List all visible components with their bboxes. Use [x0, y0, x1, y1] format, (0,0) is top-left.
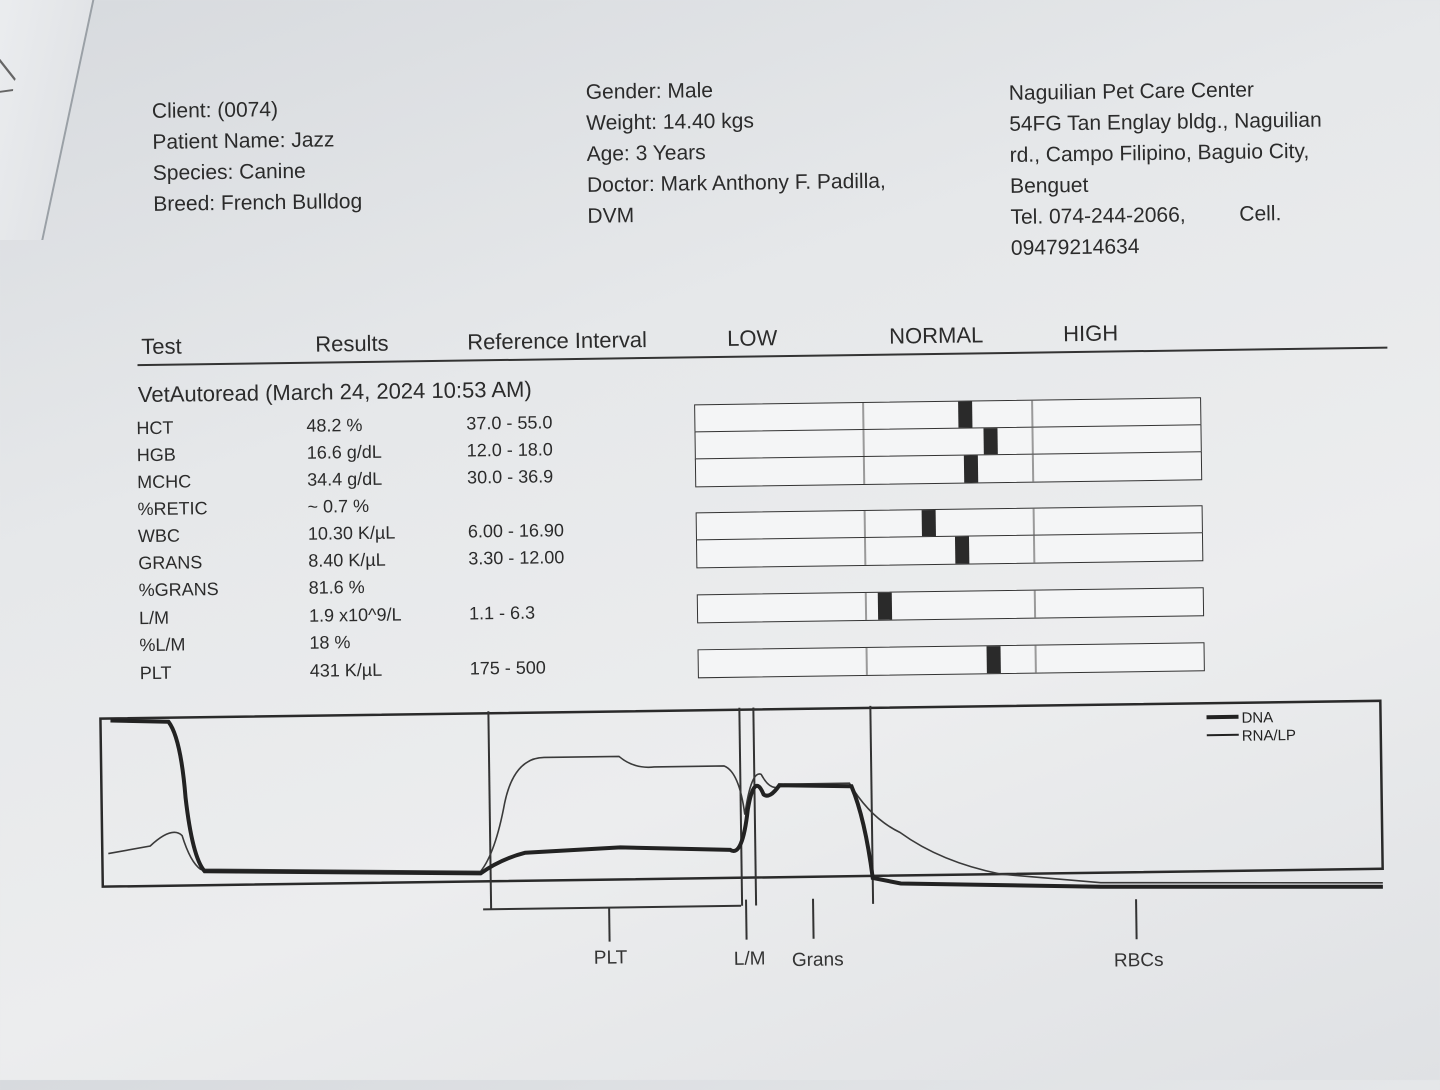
- breed: Breed: French Bulldog: [153, 186, 362, 220]
- range-divider: [1032, 455, 1034, 482]
- header-low: LOW: [727, 325, 777, 352]
- tick-lm: [746, 900, 747, 940]
- region-rbcs: RBCs: [1114, 950, 1164, 972]
- tick-grans: [813, 899, 814, 939]
- result-test: PLT: [140, 663, 172, 684]
- clinic-cell-label: Cell.: [1239, 202, 1281, 226]
- range-bar: [698, 642, 1205, 678]
- header-test: Test: [141, 333, 182, 360]
- client-info: [152, 93, 363, 220]
- result-reference: 12.0 - 18.0: [467, 439, 553, 461]
- result-test: L/M: [139, 608, 169, 629]
- range-marker: [987, 646, 1001, 673]
- region-plt: PLT: [594, 947, 628, 968]
- range-bar: [695, 451, 1202, 487]
- range-divider: [865, 648, 867, 675]
- doctor-suffix: DVM: [587, 197, 886, 232]
- range-divider: [1031, 401, 1033, 428]
- range-marker: [878, 593, 892, 620]
- divider-lm-1: [739, 708, 742, 906]
- result-value: 48.2 %: [306, 415, 362, 437]
- clinic-info: [1009, 74, 1324, 264]
- header-reference: Reference Interval: [467, 327, 647, 356]
- range-marker: [964, 455, 978, 482]
- species: Species: Canine: [153, 155, 362, 189]
- region-lm: L/M: [734, 948, 766, 969]
- result-reference: 30.0 - 36.9: [467, 466, 553, 488]
- patient-name: Patient Name: Jazz: [152, 124, 361, 158]
- header-results: Results: [315, 331, 389, 358]
- legend-dna: DNA: [1241, 709, 1273, 726]
- range-divider: [862, 403, 864, 430]
- result-test: %L/M: [139, 634, 185, 656]
- result-test: HCT: [136, 418, 173, 440]
- range-divider: [1034, 646, 1036, 673]
- range-divider: [862, 430, 864, 457]
- result-test: HGB: [137, 445, 176, 467]
- age: Age: 3 Years: [586, 135, 885, 170]
- range-divider: [1032, 509, 1034, 536]
- patient-info: [586, 73, 887, 232]
- weight: Weight: 14.40 kgs: [586, 104, 885, 139]
- divider-plt: [488, 711, 491, 909]
- range-bar: [697, 587, 1204, 623]
- result-reference: 37.0 - 55.0: [466, 412, 552, 434]
- range-marker: [958, 401, 972, 428]
- header-high: HIGH: [1063, 320, 1118, 347]
- range-divider: [1034, 591, 1036, 618]
- result-value: 34.4 g/dL: [307, 469, 382, 491]
- range-divider: [1031, 428, 1033, 455]
- result-value: 431 K/µL: [310, 660, 383, 682]
- legend-rna-lp: RNA/LP: [1242, 727, 1296, 745]
- result-value: 8.40 K/µL: [308, 550, 386, 572]
- clinic-tel: Tel. 074-244-2066,: [1010, 203, 1185, 228]
- gender: Gender: Male: [586, 73, 885, 108]
- result-value: 81.6 %: [308, 577, 364, 599]
- clinic-phone-line: [1010, 198, 1323, 233]
- clinic-name: Naguilian Pet Care Center: [1009, 74, 1322, 109]
- header-normal: NORMAL: [889, 322, 983, 349]
- result-test: GRANS: [138, 552, 202, 574]
- result-value: 10.30 K/µL: [308, 523, 396, 545]
- result-value: 1.9 x10^9/L: [309, 604, 402, 626]
- result-test: MCHC: [137, 471, 191, 493]
- result-test: %RETIC: [137, 498, 207, 520]
- cell-histogram: [98, 691, 1392, 999]
- result-test: %GRANS: [139, 579, 219, 601]
- result-value: 18 %: [309, 632, 350, 654]
- range-bar: [696, 532, 1203, 568]
- range-marker: [955, 537, 969, 564]
- result-reference: 1.1 - 6.3: [469, 603, 535, 625]
- result-value: 16.6 g/dL: [307, 442, 382, 464]
- divider-lm-2: [753, 708, 756, 906]
- result-value: ~ 0.7 %: [307, 496, 369, 518]
- result-reference: 175 - 500: [470, 657, 546, 679]
- range-divider: [864, 538, 866, 565]
- result-test: WBC: [138, 526, 180, 548]
- axis-baseline: [483, 906, 741, 910]
- doctor: Doctor: Mark Anthony F. Padilla,: [587, 166, 886, 201]
- client-id: Client: (0074): [152, 93, 361, 127]
- range-marker: [922, 510, 936, 537]
- result-reference: 3.30 - 12.00: [468, 547, 564, 569]
- range-divider: [862, 457, 864, 484]
- clinic-address-3: Benguet: [1010, 167, 1323, 202]
- clinic-address-2: rd., Campo Filipino, Baguio City,: [1009, 136, 1322, 171]
- range-divider: [864, 593, 866, 620]
- results-table: [0, 0, 1432, 10]
- section-title: VetAutoread (March 24, 2024 10:53 AM): [138, 377, 532, 408]
- result-reference: 6.00 - 16.90: [468, 520, 564, 542]
- range-marker: [984, 428, 998, 455]
- range-divider: [1033, 536, 1035, 563]
- region-grans: Grans: [792, 949, 844, 971]
- clinic-cell: 09479214634: [1011, 229, 1324, 264]
- clinic-address-1: 54FG Tan Englay bldg., Naguilian: [1009, 105, 1322, 140]
- tick-rbcs: [1136, 899, 1137, 939]
- range-divider: [863, 511, 865, 538]
